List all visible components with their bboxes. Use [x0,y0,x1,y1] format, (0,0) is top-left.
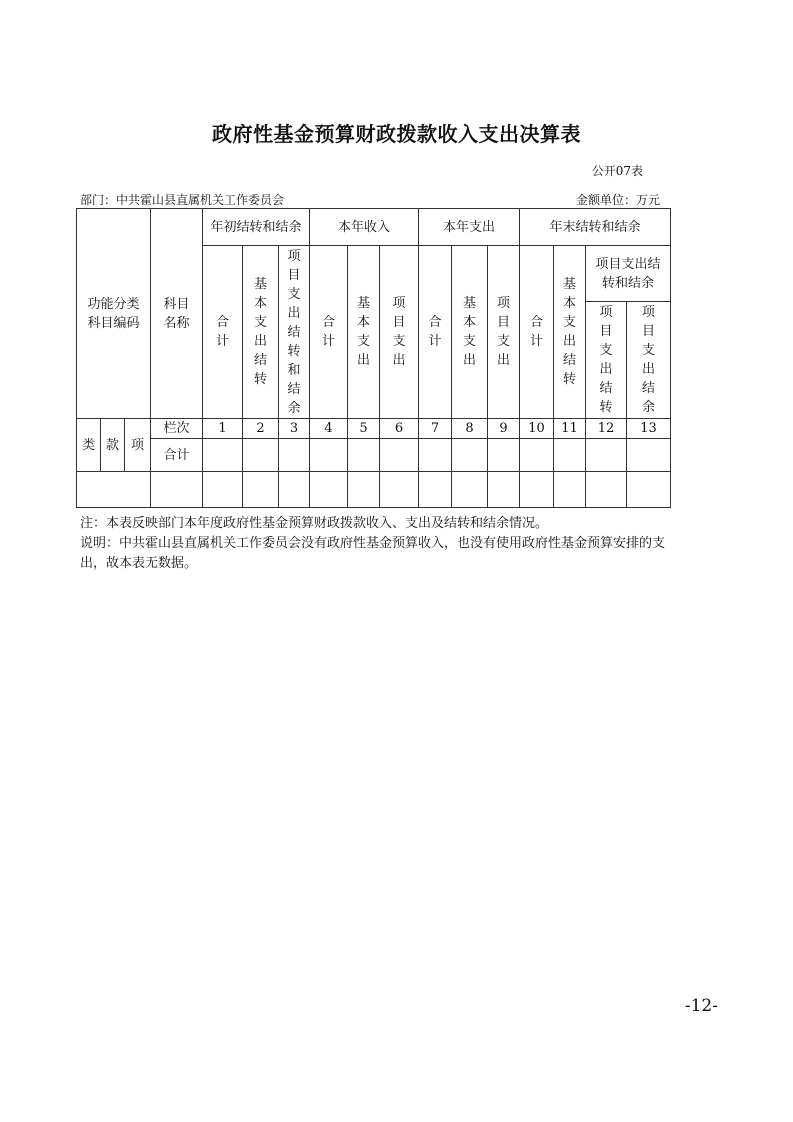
table-cell [310,472,348,508]
col-end-total: 合计 [520,246,554,419]
table-cell [380,472,419,508]
table-cell [627,472,671,508]
header-current-income: 本年收入 [310,209,419,246]
col-end-project-surplus: 项目支出结余 [627,302,671,419]
unit-label: 金额单位：万元 [575,193,660,207]
column-index: 7 [419,419,452,439]
table-cell [243,439,279,472]
table-cell [279,439,310,472]
col-end-basic-carry: 基本支出结转 [554,246,586,419]
budget-table [76,208,671,508]
table-cell [151,472,203,508]
header-current-expense: 本年支出 [419,209,520,246]
table-cell [554,439,586,472]
col-expense-total: 合计 [419,246,452,419]
col-income-basic: 基本支出 [348,246,380,419]
row-label-column-index: 栏次 [151,419,203,439]
table-cell [419,472,452,508]
table-cell [243,472,279,508]
col-income-total: 合计 [310,246,348,419]
header-function-code: 功能分类科目编码 [77,209,151,419]
column-index: 11 [554,419,586,439]
table-cell [77,472,151,508]
col-expense-basic: 基本支出 [452,246,488,419]
table-cell [586,439,627,472]
table-row [77,472,671,508]
table-cell [348,439,380,472]
notes [80,514,665,574]
column-index: 10 [520,419,554,439]
column-index: 13 [627,419,671,439]
col-end-project-carry: 项目支出结转 [586,302,627,419]
table-cell [627,439,671,472]
note-line: 注：本表反映部门本年度政府性基金预算财政拨款收入、支出及结转和结余情况。 [80,516,549,531]
column-index: 4 [310,419,348,439]
department-label: 部门：中共霍山县直属机关工作委员会 [80,193,285,207]
header-subject-name: 科目名称 [151,209,203,419]
column-index: 9 [488,419,520,439]
column-index: 2 [243,419,279,439]
table-cell [310,439,348,472]
table-cell [520,472,554,508]
form-number: 公开07表 [591,164,643,178]
table-cell [452,472,488,508]
column-index: 12 [586,419,627,439]
col-expense-project: 项目支出 [488,246,520,419]
column-index: 8 [452,419,488,439]
table-cell [488,439,520,472]
header-begin-balance: 年初结转和结余 [203,209,310,246]
header-end-project-carry-surplus: 项目支出结转和结余 [586,246,671,302]
col-begin-project-carry-surplus: 项目支出结转和结余 [279,246,310,419]
page-number: -12- [684,996,718,1016]
header-end-balance: 年末结转和结余 [520,209,671,246]
table-cell [520,439,554,472]
page-title: 政府性基金预算财政拨款收入支出决算表 [212,122,581,146]
table-cell [554,472,586,508]
col-begin-basic-carry: 基本支出结转 [243,246,279,419]
column-index: 6 [380,419,419,439]
header-xiang: 项 [125,419,151,472]
col-income-project: 项目支出 [380,246,419,419]
table-cell [203,472,243,508]
header-kuan: 款 [101,419,125,472]
column-index: 5 [348,419,380,439]
table-cell [348,472,380,508]
table-cell [586,472,627,508]
col-begin-total: 合计 [203,246,243,419]
table-cell [419,439,452,472]
header-lei: 类 [77,419,101,472]
table-cell [488,472,520,508]
table-cell [380,439,419,472]
explanation-line: 说明：中共霍山县直属机关工作委员会没有政府性基金预算收入，也没有使用政府性基金预算安排的支出，故本表无数据。 [80,536,666,571]
table-cell [203,439,243,472]
column-index: 1 [203,419,243,439]
column-index: 3 [279,419,310,439]
table-cell [452,439,488,472]
row-label-total: 合计 [151,439,203,472]
table-cell [279,472,310,508]
